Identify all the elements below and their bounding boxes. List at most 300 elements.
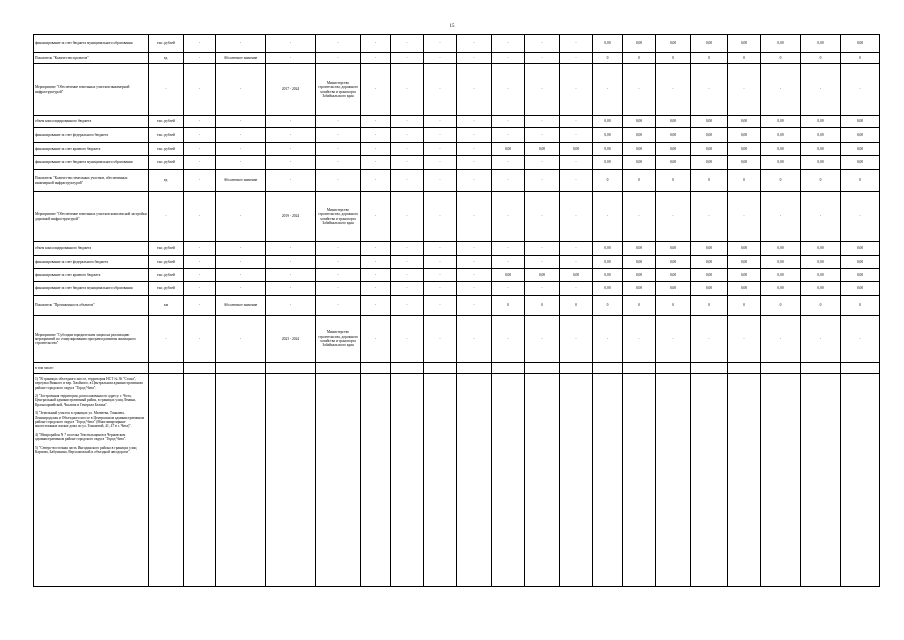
table-cell: -: [316, 128, 361, 143]
table-cell: -: [391, 296, 424, 316]
table-cell: 0: [728, 53, 761, 64]
table-cell: -: [149, 64, 184, 116]
table-row: [34, 269, 880, 282]
table-cell: [841, 363, 880, 374]
table-cell: -: [761, 316, 801, 363]
table-cell: 0,00: [691, 269, 728, 282]
table-cell: -: [841, 192, 880, 242]
table-cell: 0,00: [593, 156, 623, 170]
table-cell: -: [525, 116, 560, 128]
table-cell: -: [216, 242, 266, 256]
row-label-cell: Мероприятие "Субсидии юридическим лицам на реализацию мероприятий по стимулированию программ развития жилищного строительства": [34, 316, 149, 363]
table-cell: -: [492, 316, 525, 363]
table-cell: 0,00: [525, 143, 560, 156]
table-cell: [525, 363, 560, 374]
table-cell: тыс. рублей: [149, 156, 184, 170]
table-cell: [149, 374, 184, 587]
table-cell: -: [728, 192, 761, 242]
table-row: [34, 282, 880, 296]
table-cell: -: [361, 156, 391, 170]
table-cell: 0: [841, 296, 880, 316]
table-cell: -: [216, 35, 266, 53]
table-cell: 0,00: [593, 128, 623, 143]
table-cell: [266, 374, 316, 587]
table-cell: 0,00: [761, 156, 801, 170]
table-cell: -: [184, 53, 216, 64]
table-cell: 0: [656, 170, 691, 192]
table-cell: 0: [801, 170, 841, 192]
table-cell: -: [316, 256, 361, 269]
table-cell: 0,00: [761, 256, 801, 269]
table-cell: [266, 363, 316, 374]
table-cell: -: [492, 128, 525, 143]
table-cell: -: [316, 116, 361, 128]
table-cell: 0: [656, 53, 691, 64]
table-cell: 0,00: [728, 35, 761, 53]
table-cell: -: [391, 282, 424, 296]
program-table: [33, 34, 880, 587]
table-row: [34, 192, 880, 242]
row-label-cell: Показатель "Количество проектов": [34, 53, 149, 64]
table-cell: 0: [593, 296, 623, 316]
row-label-cell: финансирование за счет бюджета муниципального образования: [34, 35, 149, 53]
table-cell: км: [149, 296, 184, 316]
table-cell: 0,00: [728, 116, 761, 128]
table-cell: 0,00: [761, 35, 801, 53]
table-cell: тыс. рублей: [149, 143, 184, 156]
table-cell: -: [184, 256, 216, 269]
table-cell: [492, 374, 525, 587]
table-cell: 0,00: [623, 143, 656, 156]
table-cell: [424, 374, 457, 587]
table-cell: -: [361, 116, 391, 128]
table-cell: -: [492, 242, 525, 256]
table-cell: [656, 363, 691, 374]
table-cell: -: [391, 156, 424, 170]
table-cell: -: [184, 156, 216, 170]
table-cell: 0: [623, 170, 656, 192]
table-cell: тыс. рублей: [149, 35, 184, 53]
table-cell: -: [560, 156, 593, 170]
table-cell: 0: [623, 53, 656, 64]
table-cell: 0,00: [728, 256, 761, 269]
table-row: [34, 35, 880, 53]
table-cell: 2023 - 2024: [266, 316, 316, 363]
table-cell: [361, 374, 391, 587]
table-cell: -: [841, 64, 880, 116]
table-cell: 0,00: [560, 269, 593, 282]
table-cell: -: [184, 35, 216, 53]
table-cell: [391, 363, 424, 374]
table-cell: -: [184, 170, 216, 192]
table-cell: 0: [623, 296, 656, 316]
table-cell: -: [216, 192, 266, 242]
table-row: [34, 128, 880, 143]
table-cell: 0,00: [728, 269, 761, 282]
table-cell: 0,00: [560, 143, 593, 156]
table-cell: -: [391, 64, 424, 116]
table-cell: -: [457, 156, 492, 170]
table-cell: 0,00: [841, 35, 880, 53]
table-cell: -: [457, 53, 492, 64]
table-cell: Абсолютное значение: [216, 53, 266, 64]
table-cell: 0,00: [593, 35, 623, 53]
table-cell: -: [525, 128, 560, 143]
table-cell: тыс. рублей: [149, 128, 184, 143]
table-cell: -: [424, 316, 457, 363]
table-cell: [593, 374, 623, 587]
table-cell: -: [525, 170, 560, 192]
table-cell: -: [391, 116, 424, 128]
table-cell: -: [266, 128, 316, 143]
table-body: [34, 35, 880, 587]
table-cell: -: [560, 282, 593, 296]
table-cell: -: [361, 256, 391, 269]
table-cell: [216, 363, 266, 374]
table-cell: -: [525, 53, 560, 64]
table-cell: -: [457, 170, 492, 192]
table-cell: -: [560, 192, 593, 242]
table-cell: 0,00: [728, 143, 761, 156]
table-cell: [728, 363, 761, 374]
table-cell: -: [623, 64, 656, 116]
table-cell: -: [593, 316, 623, 363]
table-cell: -: [424, 116, 457, 128]
table-cell: -: [266, 143, 316, 156]
table-cell: [728, 374, 761, 587]
table-cell: -: [801, 192, 841, 242]
table-cell: -: [492, 170, 525, 192]
table-cell: [492, 363, 525, 374]
table-cell: -: [560, 53, 593, 64]
table-cell: 0: [691, 53, 728, 64]
table-cell: тыс. рублей: [149, 256, 184, 269]
table-cell: -: [691, 192, 728, 242]
table-cell: -: [216, 269, 266, 282]
row-label-cell: Показатель "Количество земельных участков, обеспеченных инженерной инфраструктурой": [34, 170, 149, 192]
table-row: [34, 116, 880, 128]
table-cell: 0,00: [841, 282, 880, 296]
table-cell: [761, 374, 801, 587]
table-cell: -: [266, 170, 316, 192]
table-cell: 0,00: [801, 35, 841, 53]
table-cell: -: [761, 64, 801, 116]
page-number: 15: [449, 24, 455, 29]
table-cell: [525, 374, 560, 587]
table-row: [34, 316, 880, 363]
row-label-cell: финансирование за счет федерального бюджета: [34, 256, 149, 269]
table-cell: -: [391, 256, 424, 269]
row-label-cell: финансирование за счет краевого бюджета: [34, 269, 149, 282]
table-cell: 0,00: [761, 269, 801, 282]
table-cell: -: [361, 269, 391, 282]
table-cell: -: [316, 156, 361, 170]
table-cell: -: [316, 269, 361, 282]
table-cell: [316, 363, 361, 374]
table-cell: [656, 374, 691, 587]
table-cell: -: [525, 192, 560, 242]
table-row: [34, 363, 880, 374]
table-cell: -: [391, 143, 424, 156]
table-cell: -: [266, 256, 316, 269]
table-cell: -: [457, 256, 492, 269]
table-cell: -: [216, 64, 266, 116]
table-cell: -: [691, 64, 728, 116]
table-cell: ед.: [149, 170, 184, 192]
table-cell: 0,00: [801, 128, 841, 143]
table-cell: -: [525, 242, 560, 256]
table-row: [34, 64, 880, 116]
table-cell: -: [361, 143, 391, 156]
row-label-cell: Мероприятие "Обеспечение земельных участков инженерной инфраструктурой": [34, 64, 149, 116]
table-cell: -: [691, 316, 728, 363]
table-cell: 0: [593, 53, 623, 64]
table-cell: 0,00: [593, 282, 623, 296]
table-cell: -: [560, 170, 593, 192]
table-cell: 0,00: [761, 128, 801, 143]
table-cell: -: [424, 128, 457, 143]
table-cell: -: [216, 256, 266, 269]
table-cell: 0: [841, 170, 880, 192]
table-cell: 0,00: [691, 35, 728, 53]
table-cell: -: [316, 296, 361, 316]
table-cell: -: [266, 269, 316, 282]
table-cell: 0: [691, 170, 728, 192]
table-cell: -: [216, 282, 266, 296]
table-cell: -: [149, 316, 184, 363]
table-cell: [391, 374, 424, 587]
table-cell: 0,00: [656, 156, 691, 170]
table-cell: 0,00: [623, 269, 656, 282]
table-cell: 0: [525, 296, 560, 316]
table-cell: -: [184, 242, 216, 256]
table-cell: -: [391, 316, 424, 363]
table-cell: 2019 - 2024: [266, 192, 316, 242]
table-cell: [424, 363, 457, 374]
table-cell: -: [424, 242, 457, 256]
table-cell: -: [424, 143, 457, 156]
table-cell: -: [801, 64, 841, 116]
table-cell: 0,00: [801, 242, 841, 256]
table-cell: 0,00: [623, 242, 656, 256]
table-cell: -: [560, 316, 593, 363]
table-cell: -: [560, 242, 593, 256]
table-cell: 0: [761, 53, 801, 64]
table-cell: -: [457, 116, 492, 128]
table-cell: -: [492, 256, 525, 269]
table-cell: -: [560, 116, 593, 128]
table-cell: [691, 363, 728, 374]
table-cell: 0,00: [623, 35, 656, 53]
table-cell: -: [361, 242, 391, 256]
table-row: [34, 53, 880, 64]
table-cell: 0: [761, 170, 801, 192]
table-cell: [623, 374, 656, 587]
table-cell: [841, 374, 880, 587]
table-cell: 0,00: [623, 128, 656, 143]
table-cell: 0,00: [841, 269, 880, 282]
table-cell: 0,00: [801, 156, 841, 170]
table-cell: -: [391, 242, 424, 256]
table-cell: -: [391, 269, 424, 282]
row-label-cell: Показатель "Протяженность объектов": [34, 296, 149, 316]
table-cell: 0,00: [593, 143, 623, 156]
table-cell: 0,00: [691, 143, 728, 156]
table-cell: 0,00: [656, 242, 691, 256]
table-cell: -: [525, 282, 560, 296]
table-cell: -: [391, 128, 424, 143]
table-cell: Министерство строительства, дорожного хозяйства и транспорта Забайкальского края: [316, 316, 361, 363]
table-cell: -: [623, 316, 656, 363]
table-cell: -: [184, 296, 216, 316]
table-cell: -: [184, 128, 216, 143]
table-row: [34, 296, 880, 316]
table-cell: Министерство строительства, дорожного хозяйства и транспорта Забайкальского края: [316, 192, 361, 242]
table-row: [34, 156, 880, 170]
table-cell: [593, 363, 623, 374]
table-cell: 0,00: [691, 282, 728, 296]
table-cell: 0,00: [728, 282, 761, 296]
table-cell: -: [424, 192, 457, 242]
table-cell: -: [316, 242, 361, 256]
table-cell: 0,00: [623, 282, 656, 296]
table-cell: 0,00: [656, 35, 691, 53]
table-cell: -: [361, 53, 391, 64]
row-label-cell: 1) "В границах объездного шоссе, территория НСТ № 36 "Сосна", переулка Ряжного и вер. Хвойного, в Центральном административном районе городского округа "Город Чита". 2) "Застроенная территория, расположенная по адресу: г. Чита, Центральный административный район, в границах улиц Ленина, Красноармейской, Чкалова и Генерала Белика". 3) "Земельный участок в границах ул. Матвеева, Тонкаева, Ленинградская и Объездного шоссе в Центральном административном районе городского округа "Город Чита" (Многоквартирные многоэтажные жилые дома по ул. Тонкаевой, 41, 47 в г. Чита)". 4) "Микрорайон N 7 поселка Текстильщиков в Черновском административном районе городского округа "Город Чита". 5) "Северо-восточная часть Ингодинского района в границах улиц Карпова, Бабушкина, Верхолимской и объездной автодороги".: [34, 374, 149, 587]
table-cell: -: [184, 282, 216, 296]
table-cell: -: [728, 316, 761, 363]
table-cell: -: [391, 35, 424, 53]
table-cell: -: [216, 156, 266, 170]
table-cell: тыс. рублей: [149, 242, 184, 256]
table-cell: -: [457, 296, 492, 316]
table-cell: [623, 363, 656, 374]
table-cell: 0,00: [623, 116, 656, 128]
table-cell: 0,00: [492, 143, 525, 156]
table-cell: [801, 363, 841, 374]
table-cell: 0,00: [656, 128, 691, 143]
table-cell: 0: [656, 296, 691, 316]
table-cell: -: [492, 53, 525, 64]
table-cell: -: [266, 53, 316, 64]
table-cell: [184, 374, 216, 587]
table-cell: -: [525, 35, 560, 53]
table-cell: 0,00: [761, 242, 801, 256]
table-cell: 0: [841, 53, 880, 64]
row-label-cell: в том числе:: [34, 363, 149, 374]
table-cell: -: [492, 64, 525, 116]
table-cell: -: [184, 116, 216, 128]
table-cell: 0,00: [841, 242, 880, 256]
table-cell: тыс. рублей: [149, 282, 184, 296]
table-cell: 0: [593, 170, 623, 192]
table-cell: -: [656, 192, 691, 242]
row-label-cell: финансирование за счет бюджета муниципального образования: [34, 156, 149, 170]
table-cell: -: [457, 242, 492, 256]
table-cell: тыс. рублей: [149, 116, 184, 128]
table-cell: Министерство строительства, дорожного хозяйства и транспорта Забайкальского края: [316, 64, 361, 116]
table-cell: 0,00: [656, 116, 691, 128]
table-cell: тыс. рублей: [149, 269, 184, 282]
table-cell: 0,00: [761, 143, 801, 156]
table-cell: 0: [691, 296, 728, 316]
table-cell: -: [492, 35, 525, 53]
table-cell: [149, 363, 184, 374]
table-cell: Абсолютное значение: [216, 296, 266, 316]
table-cell: 0: [801, 296, 841, 316]
table-cell: 0,00: [593, 116, 623, 128]
table-cell: 2017 - 2024: [266, 64, 316, 116]
table-cell: -: [761, 192, 801, 242]
table-cell: 0,00: [728, 156, 761, 170]
table-cell: 0,00: [691, 242, 728, 256]
table-cell: 0,00: [525, 269, 560, 282]
table-cell: -: [560, 64, 593, 116]
table-cell: 0,00: [691, 116, 728, 128]
table-cell: -: [492, 282, 525, 296]
table-cell: [316, 374, 361, 587]
table-cell: -: [184, 316, 216, 363]
table-cell: [184, 363, 216, 374]
table-cell: 0,00: [492, 269, 525, 282]
table-cell: 0,00: [841, 128, 880, 143]
table-cell: -: [457, 64, 492, 116]
table-cell: 0,00: [593, 256, 623, 269]
table-row: [34, 242, 880, 256]
table-cell: [560, 363, 593, 374]
table-cell: -: [361, 35, 391, 53]
row-label-cell: объем консолидированного бюджета: [34, 242, 149, 256]
table-cell: -: [216, 316, 266, 363]
table-cell: -: [424, 35, 457, 53]
table-cell: -: [361, 296, 391, 316]
table-cell: -: [593, 192, 623, 242]
table-row: [34, 374, 880, 587]
table-cell: 0,00: [841, 143, 880, 156]
table-cell: -: [424, 256, 457, 269]
table-cell: 0: [728, 296, 761, 316]
table-cell: -: [424, 282, 457, 296]
table-cell: -: [457, 143, 492, 156]
table-cell: 0,00: [801, 256, 841, 269]
table-cell: -: [216, 116, 266, 128]
table-cell: 0,00: [623, 156, 656, 170]
table-cell: Абсолютное значение: [216, 170, 266, 192]
table-cell: -: [728, 64, 761, 116]
table-cell: [691, 374, 728, 587]
table-cell: -: [492, 116, 525, 128]
table-cell: -: [316, 170, 361, 192]
table-cell: -: [391, 192, 424, 242]
table-cell: 0,00: [761, 116, 801, 128]
table-cell: [560, 374, 593, 587]
table-cell: [361, 363, 391, 374]
table-cell: -: [560, 256, 593, 269]
table-cell: -: [361, 170, 391, 192]
table-cell: 0: [560, 296, 593, 316]
table-cell: 0,00: [593, 242, 623, 256]
table-cell: -: [391, 53, 424, 64]
table-cell: -: [216, 128, 266, 143]
table-cell: 0,00: [656, 256, 691, 269]
table-cell: 0,00: [841, 116, 880, 128]
table-cell: [761, 363, 801, 374]
table-cell: 0,00: [801, 143, 841, 156]
table-cell: 0,00: [801, 116, 841, 128]
table-cell: -: [525, 256, 560, 269]
table-row: [34, 143, 880, 156]
row-label-cell: Мероприятие "Обеспечение земельных участков комплексной застройки дорожной инфраструктурой": [34, 192, 149, 242]
